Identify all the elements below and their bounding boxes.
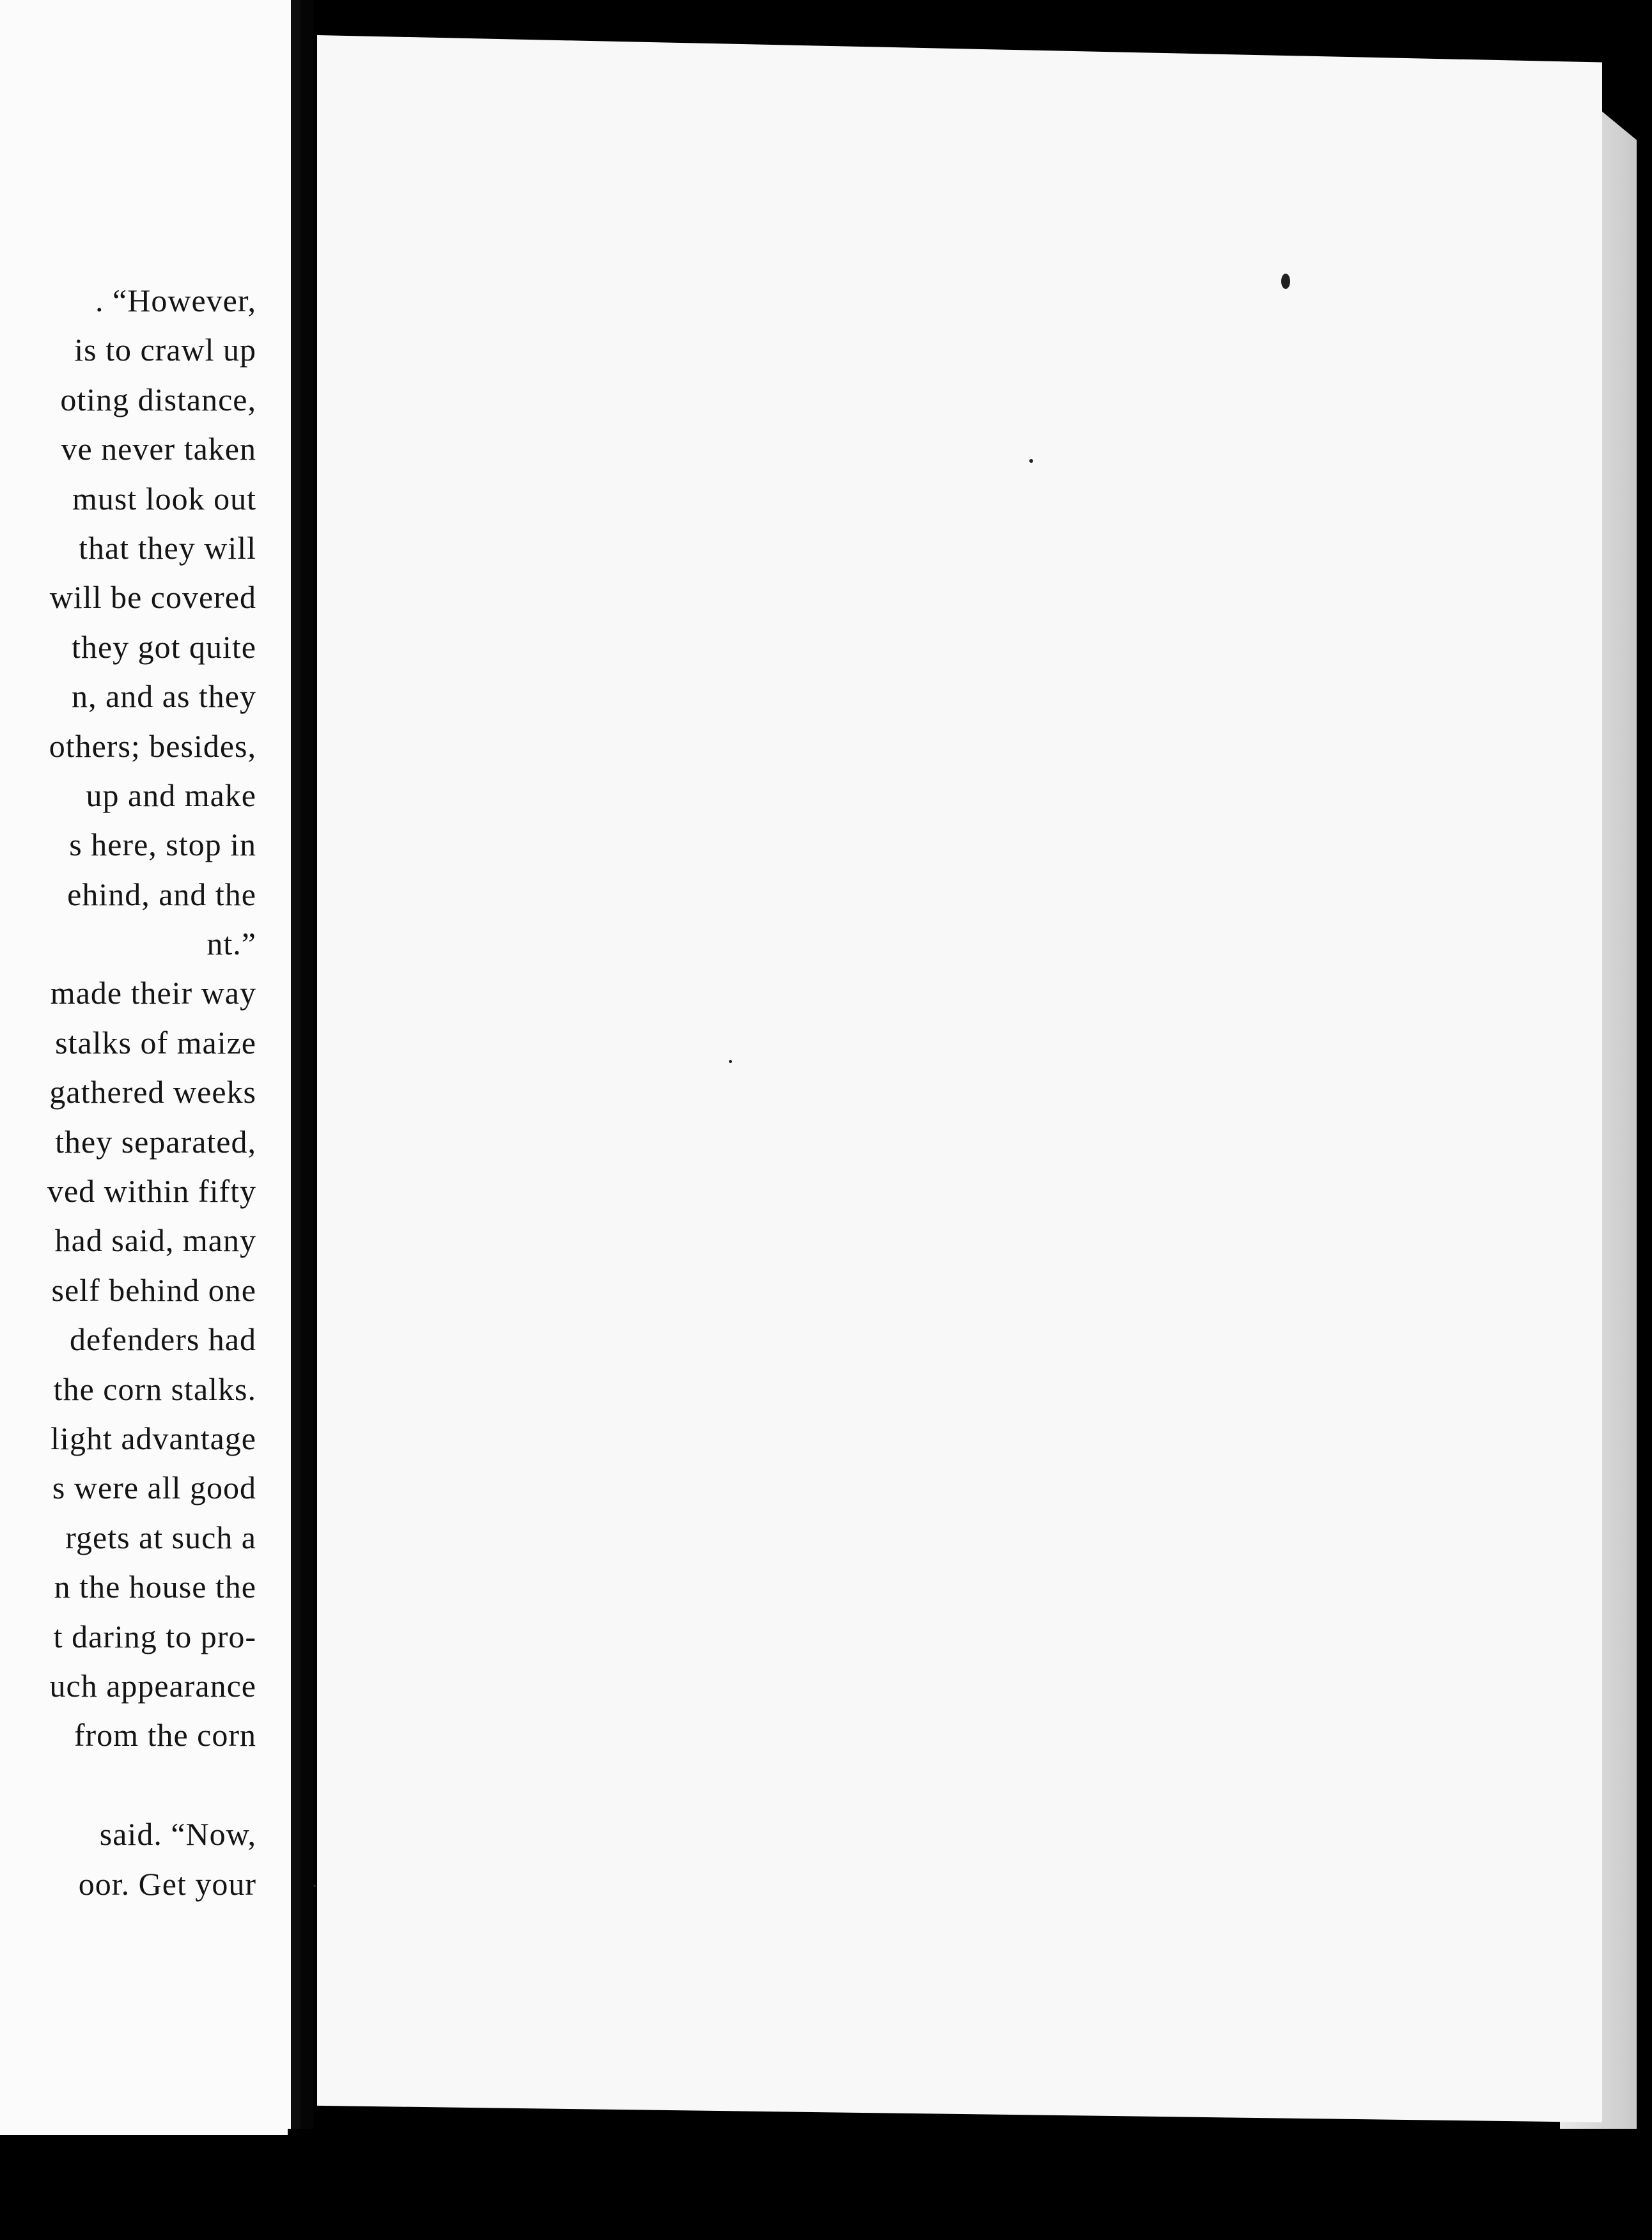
ink-speck [1029, 459, 1033, 463]
text-line: ve never taken [61, 431, 256, 467]
text-line: ved within fifty [47, 1173, 256, 1209]
text-line: had said, many [54, 1222, 256, 1259]
text-line: light advantage [51, 1420, 256, 1456]
text-line: n the house the [54, 1569, 256, 1605]
text-line: stalks of maize [55, 1024, 256, 1061]
text-line: is to crawl up [74, 332, 256, 368]
paragraph-gap [0, 1761, 256, 1810]
right-page-blank [317, 35, 1602, 2122]
text-line: said. “Now, [99, 1816, 256, 1853]
text-line: uch appearance [49, 1667, 256, 1704]
text-line: ehind, and the [67, 876, 256, 912]
text-line: oor. Get your [78, 1865, 256, 1902]
text-line: will be covered [49, 579, 256, 616]
ink-speck [1281, 274, 1290, 289]
ink-speck [729, 1060, 732, 1063]
text-line: they separated, [55, 1123, 256, 1160]
text-line: oting distance, [60, 381, 256, 417]
text-line: must look out [72, 480, 256, 517]
text-line: nt.” [207, 926, 256, 962]
text-line: s were all good [52, 1470, 256, 1506]
bottom-edge-shadow [288, 2129, 1652, 2240]
text-line: s here, stop in [69, 827, 256, 863]
text-line: n, and as they [72, 678, 256, 715]
text-line: . “However, [95, 283, 256, 318]
text-line: made their way [50, 975, 256, 1011]
text-line: they got quite [72, 628, 256, 665]
text-line: rgets at such a [65, 1519, 256, 1555]
ink-speck [313, 1885, 316, 1887]
text-line: the corn stalks. [53, 1371, 256, 1407]
left-page [0, 0, 308, 2135]
book-gutter [300, 0, 313, 2240]
text-line: from the corn [74, 1717, 256, 1754]
text-line: others; besides, [49, 727, 256, 764]
text-line: defenders had [69, 1321, 256, 1358]
text-line: gathered weeks [49, 1074, 256, 1110]
text-line: that they will [79, 529, 256, 566]
text-line: t daring to pro- [53, 1618, 256, 1654]
left-page-text [0, 276, 256, 1909]
text-line: self behind one [51, 1272, 256, 1308]
text-line: up and make [86, 777, 256, 813]
